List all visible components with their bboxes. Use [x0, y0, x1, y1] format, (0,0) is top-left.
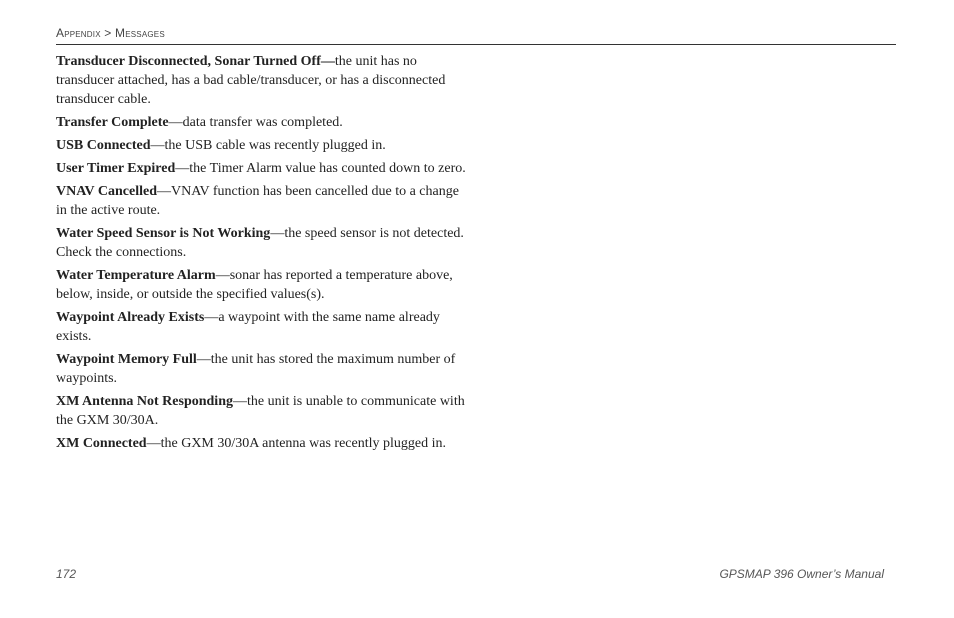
message-description: —the USB cable was recently plugged in.: [150, 138, 386, 153]
message-term: Water Temperature Alarm: [56, 268, 216, 283]
message-description: —sonar has reported a temperature above, below, inside, or outside the specified values(s).: [56, 268, 453, 302]
breadcrumb-section: Appendix: [56, 26, 101, 40]
message-description: —a waypoint with the same name already exists.: [56, 310, 440, 344]
message-entry-xm-antenna-not-responding: [56, 392, 466, 430]
breadcrumb-separator: >: [100, 26, 116, 40]
message-description: —the unit has stored the maximum number of waypoints.: [56, 352, 456, 386]
message-entry-transfer-complete: [56, 113, 466, 132]
message-description: the unit has no transducer attached, has a bad cable/transducer, or has a disconnected transducer cable.: [56, 54, 446, 107]
message-description: —the GXM 30/30A antenna was recently plugged in.: [146, 436, 446, 451]
message-entry-waypoint-already-exists: [56, 308, 466, 346]
message-term: Waypoint Memory Full: [56, 352, 197, 367]
message-term: Waypoint Already Exists: [56, 310, 205, 325]
message-term: USB Connected: [56, 138, 151, 153]
message-term: Transfer Complete: [56, 115, 169, 130]
message-term: XM Connected: [56, 436, 147, 451]
message-entry-water-speed-sensor: [56, 224, 466, 262]
manual-title: GPSMAP 396 Owner’s Manual: [719, 567, 884, 581]
message-entry-xm-connected: [56, 434, 466, 453]
message-entry-waypoint-memory-full: [56, 350, 466, 388]
message-entry-user-timer-expired: [56, 159, 466, 178]
message-entry-usb-connected: [56, 136, 466, 155]
message-term: Transducer Disconnected, Sonar Turned Off—: [56, 54, 335, 69]
message-description: —the speed sensor is not detected. Check the connections.: [56, 226, 464, 260]
message-term: VNAV Cancelled: [56, 184, 157, 199]
running-header: [56, 26, 896, 45]
message-entry-vnav-cancelled: [56, 182, 466, 220]
message-entry-water-temperature-alarm: [56, 266, 466, 304]
message-term: XM Antenna Not Responding: [56, 394, 233, 409]
message-entry-transducer-disconnected: [56, 52, 466, 109]
message-description: —VNAV function has been cancelled due to a change in the active route.: [56, 184, 459, 218]
message-term: Water Speed Sensor is Not Working: [56, 226, 271, 241]
message-term: User Timer Expired: [56, 161, 176, 176]
message-description: —the unit is unable to communicate with the GXM 30/30A.: [56, 394, 465, 428]
message-list: [56, 52, 466, 457]
page-number: 172: [56, 567, 77, 581]
message-description: —the Timer Alarm value has counted down to zero.: [175, 161, 466, 176]
breadcrumb-subsection: Messages: [115, 26, 165, 40]
message-description: —data transfer was completed.: [168, 115, 343, 130]
